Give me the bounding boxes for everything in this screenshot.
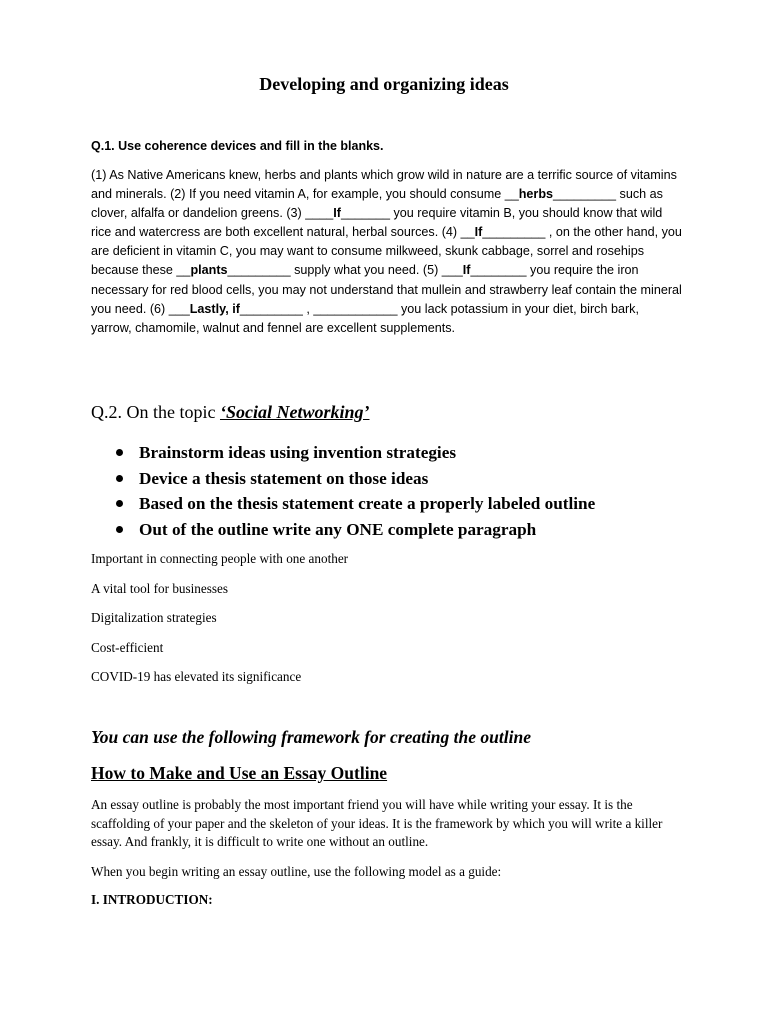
introduction-heading: I. INTRODUCTION: xyxy=(91,892,213,907)
bullet-dot-icon xyxy=(116,500,123,507)
paragraph-text: ________ you require the iron necessary for red blood cells, you may not understand that mullein and strawberry leaf contain the mineral you need. (6) ___ xyxy=(91,263,682,316)
bullet-text: Brainstorm ideas using invention strategies xyxy=(139,443,457,462)
bullet-dot-icon xyxy=(116,449,123,456)
howto-heading: How to Make and Use an Essay Outline xyxy=(91,763,388,783)
bullet-text: Based on the thesis statement create a properly labeled outline xyxy=(139,494,596,513)
bullet-item xyxy=(91,517,595,543)
idea-item: COVID-19 has elevated its significance xyxy=(91,669,302,685)
filled-answer: If xyxy=(462,263,471,278)
bullet-text: Device a thesis statement on those ideas xyxy=(139,468,429,488)
bullet-item xyxy=(91,466,595,492)
filled-answer: Lastly, if xyxy=(189,301,240,316)
q1-heading: Q.1. Use coherence devices and fill in the blanks. xyxy=(91,139,384,153)
bullet-text: Out of the outline write any ONE complete paragraph xyxy=(139,519,537,539)
q2-prefix: Q.2. On the topic xyxy=(91,402,220,422)
idea-item: Important in connecting people with one another xyxy=(91,551,349,566)
bullet-item xyxy=(91,491,595,517)
paragraph-text: _________ , ____________ you lack potassium in your diet, birch bark, yarrow, chamomile, walnut and fennel are excellent supplements. xyxy=(91,301,639,335)
paragraph-text: (1) As Native Americans knew, herbs and plants which grow wild in nature are a terrific source of vitamins and minerals. (2) If you need vitamin A, for example, you should consume __ xyxy=(91,168,677,202)
brainstorm-ideas-list xyxy=(91,549,348,697)
idea-item: Digitalization strategies xyxy=(91,610,217,626)
bullet-dot-icon xyxy=(116,475,123,482)
bullet-item xyxy=(91,440,595,466)
q2-heading xyxy=(91,402,370,423)
filled-answer: If xyxy=(333,206,341,221)
filled-answer: herbs xyxy=(518,187,554,202)
task-bullet-list xyxy=(91,440,595,542)
begin-text: When you begin writing an essay outline, use the following model as a guide: xyxy=(91,864,502,879)
framework-heading: You can use the following framework for creating the outline xyxy=(91,727,531,747)
essay-outline-paragraph: An essay outline is probably the most important friend you will have while writing your essay. It is the scaffolding of your paper and the skeleton of your ideas. It is the framework by which you will write a killer essay. And frankly, it is difficult to write one without an outline. xyxy=(91,797,663,849)
q1-paragraph xyxy=(91,166,683,338)
q2-topic: ‘Social Networking’ xyxy=(219,402,370,422)
paragraph-text: _______ you require vitamin B, you should know that wild rice and watercress are both excellent natural, herbal sources. (4) __ xyxy=(91,206,663,240)
paragraph-text: _________ , on the other hand, you are deficient in vitamin C, you may want to consume milkweed, skunk cabbage, sorrel and rosehips because these __ xyxy=(91,225,682,278)
page-title: Developing and organizing ideas xyxy=(259,74,509,94)
bullet-dot-icon xyxy=(116,526,123,533)
paragraph-text: _________ supply what you need. (5) ___ xyxy=(227,263,463,278)
filled-answer: If xyxy=(474,225,483,240)
paragraph-text: _________ such as clover, alfalfa or dandelion greens. (3) ____ xyxy=(91,187,663,221)
idea-item: A vital tool for businesses xyxy=(91,580,228,596)
filled-answer: plants xyxy=(190,263,228,278)
idea-item: Cost-efficient xyxy=(91,639,164,655)
